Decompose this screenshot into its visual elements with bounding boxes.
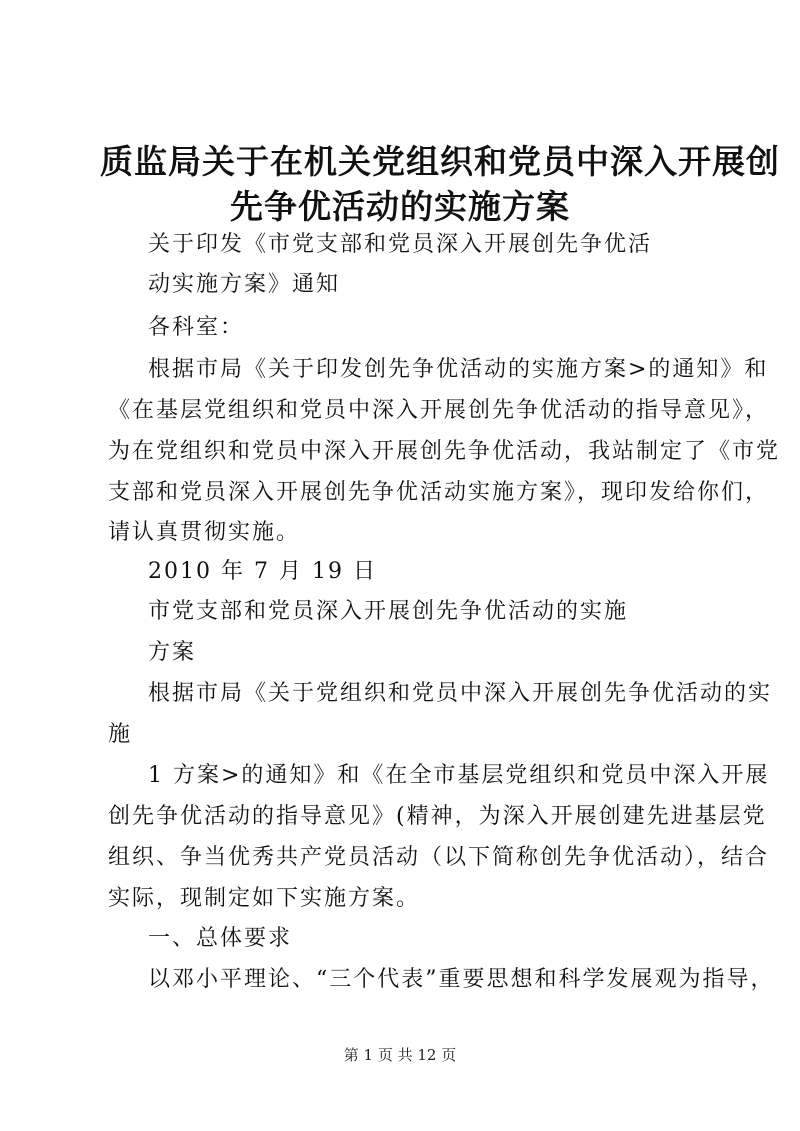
body-line: 动实施方案》通知 — [148, 272, 341, 297]
body-line: 关于印发《市党支部和党员深入开展创先争优活 — [148, 232, 653, 257]
body-line: 请认真贯彻实施。 — [108, 520, 301, 545]
body-line: 以邓小平理论、“三个代表”重要思想和科学发展观为指导， — [148, 967, 775, 992]
body-line: 1 方案>的通知》和《在全市基层党组织和党员中深入开展 — [148, 763, 770, 788]
document-title-line-2: 先争优活动的实施方案 — [230, 187, 570, 226]
document-title-line-1: 质监局关于在机关党组织和党员中深入开展创 — [100, 142, 780, 181]
body-line: 根据市局《关于印发创先争优活动的实施方案>的通知》和 — [148, 357, 769, 382]
section-heading: 一、总体要求 — [148, 926, 293, 951]
body-line: 组织、争当优秀共产党员活动（以下简称创先争优活动），结合 — [108, 845, 770, 870]
body-line: 2010 年 7 月 19 日 — [148, 559, 377, 584]
body-line: 施 — [108, 722, 133, 747]
body-line: 创先争优活动的指导意见》(精神，为深入开展创建先进基层党 — [108, 804, 767, 829]
body-line: 根据市局《关于党组织和党员中深入开展创先争优活动的实 — [148, 681, 773, 706]
body-line: 市党支部和党员深入开展创先争优活动的实施 — [148, 599, 629, 624]
body-line: 为在党组织和党员中深入开展创先争优活动，我站制定了《市党 — [108, 439, 781, 464]
body-line: 各科室： — [148, 315, 245, 340]
body-line: 《在基层党组织和党员中深入开展创先争优活动的指导意见》， — [108, 398, 770, 423]
body-line: 方案 — [148, 640, 197, 665]
body-line: 支部和党员深入开展创先争优活动实施方案》，现印发给你们， — [108, 480, 770, 505]
page-footer: 第 1 页 共 12 页 — [343, 1046, 457, 1064]
body-line: 实际，现制定如下实施方案。 — [108, 886, 421, 911]
